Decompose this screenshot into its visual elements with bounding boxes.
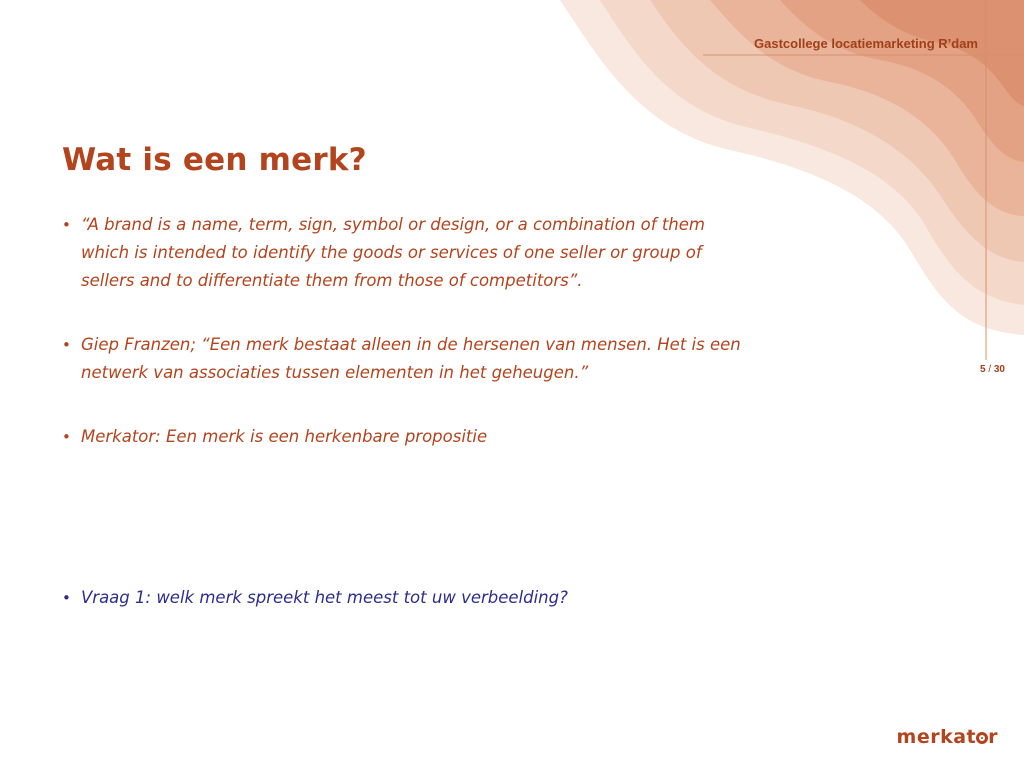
- bullet-text: Giep Franzen; “Een merk bestaat alleen in de hersenen van mensen. Het is een netwerk van associaties tussen elementen in het geheugen.”: [81, 335, 741, 382]
- logo-o-icon: [976, 732, 988, 744]
- bullet-text: Merkator: Een merk is een herkenbare propositie: [81, 427, 488, 446]
- bullet-dot: •: [62, 589, 71, 607]
- question-text: Vraag 1: welk merk spreekt het meest tot uw verbeelding?: [81, 588, 568, 607]
- bullet-text: “A brand is a name, term, sign, symbol or design, or a combination of them which is intended to identify the goods or services of one seller or group of sellers and to differentiate them from those of competitors”.: [81, 215, 705, 290]
- bullet-dot: •: [62, 428, 71, 446]
- logo-text-start: merkat: [896, 726, 977, 748]
- question-bullet-item: [62, 584, 568, 612]
- merkator-logo: [897, 726, 998, 748]
- bullet-item: [62, 331, 741, 387]
- bullet-item: [62, 211, 705, 295]
- bullet-dot: •: [62, 216, 71, 234]
- bullet-item: [62, 423, 487, 451]
- page-total: 30: [993, 364, 1005, 375]
- page-number: [980, 364, 1005, 375]
- slide-title: Wat is een merk?: [62, 142, 367, 178]
- bullet-dot: •: [62, 336, 71, 354]
- logo-text-end: r: [988, 726, 998, 748]
- page-separator: /: [988, 364, 992, 375]
- presentation-header-title: Gastcollege locatiemarketing R’dam: [754, 36, 978, 51]
- page-current: 5: [979, 364, 986, 375]
